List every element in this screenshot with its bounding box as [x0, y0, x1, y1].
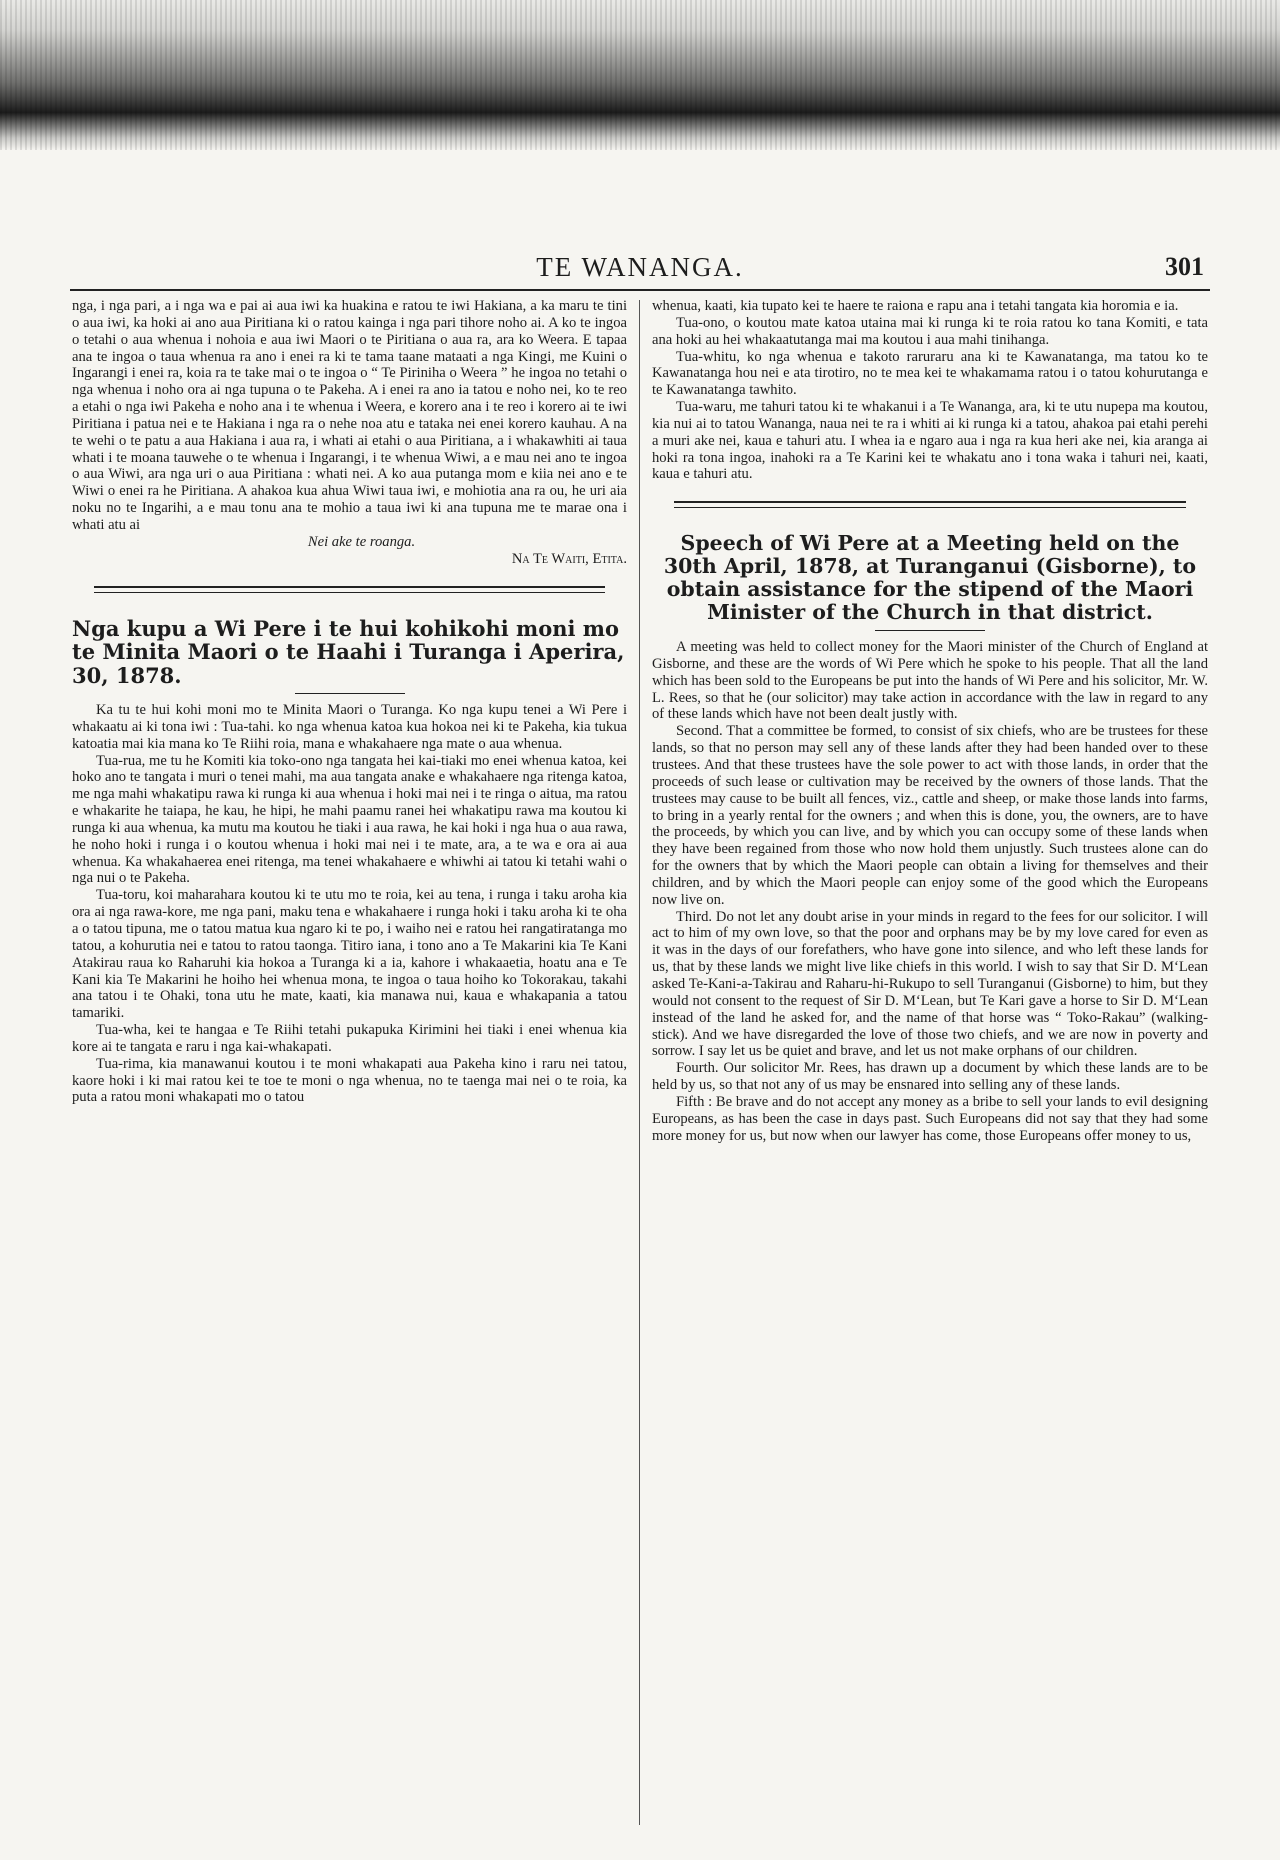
- article-paragraph: Tua-whitu, ko nga whenua e takoto raruraru ana ki te Kawanatanga, ma tatou ko te Kawanatanga hou nei e ata tirotiro, no te mea kei te whakamama ratou i o tatou kohurutanga e te Kawanatanga tawhito.: [652, 348, 1208, 399]
- article-paragraph: Fourth. Our solicitor Mr. Rees, has drawn up a document by which these lands are to be held by us, so that not any of us may be ensnared into selling any of these lands.: [652, 1060, 1208, 1094]
- article-paragraph: Ka tu te hui kohi moni mo te Minita Maori o Turanga. Ko nga kupu tenei a Wi Pere i whakaatu ai ki tona iwi : Tua-tahi. ko nga whenua katoa kua hokoa nei ki te Pakeha, kia tukua katoatia mai kia mana ko Te Riihi roia, mana e whakahaere nga mate o aua whenua.: [72, 702, 627, 752]
- scanned-page-top-edge: [0, 0, 1280, 150]
- left-column: [72, 298, 627, 1828]
- header-rule: [70, 289, 1210, 291]
- heading-rule: [875, 630, 985, 631]
- right-column: [652, 298, 1208, 1828]
- page-header: [70, 252, 1210, 292]
- signature-motto: Nei ake te roanga.: [307, 533, 416, 550]
- article-divider: [94, 586, 605, 593]
- article-paragraph: Third. Do not let any doubt arise in your minds in regard to the fees for our solicitor. I will act to him of my own love, so that the poor and orphans may be by my love cared for even as it was in the days of our forefathers, who have gone into silence, and who left these lands for us, that by these lands we might live like chiefs in this world. I wish to say that Sir D. M‘Lean asked Te-Kani-a-Takirau and Raharu-hi-Rukupo to sell Turanganui (Gisborne) to him, but they would not consent to the request of Sir D. M‘Lean, but Te Kari gave a horse to Sir D. M‘Lean instead of the land he asked for, and the name of that horse was “ Toko-Rakau” (walking-stick). And we have disregarded the love of those two chiefs, and we are now in poverty and sorrow. I say let us be quiet and brave, and let us not make orphans of our children.: [652, 908, 1208, 1060]
- continued-paragraph: nga, i nga pari, a i nga wa e pai ai aua iwi ka huakina e ratou te iwi Hakiana, a ka maru te tini o aua iwi, ka hoki ai ano aua Piritiana ki o ratou kainga i nga pari tihore noho ai. A ko te ingoa o tetahi o aua whenua i nohoia e aua iwi Maori o te Piritiana o aua ra, ara ko Weera. E tapaa ana te ingoa o taua whenua ra ano i enei ra ki te tama taane mataati a nga Kingi, me Kuini o Ingarangi i enei ra, koia ra te take mai o te ingoa o “ Te Piriniha o Weera ” he ingoa no tetahi o nga whenua i noho ora ai nga tupuna o te Pakeha. A i enei ra ano ia tatou e noho nei, ko te reo a etahi o nga iwi Pakeha e noho ana i te whenua i Weera, e korero ana i te reo i korero ai te iwi Piritiana i patua nei e te Hakiana i nga ra o nehe noa atu e tataka nei enei korero kauhau. A na te wehi o te patu a aua Hakiana i aua ra, i whati ai etahi o aua Piritiana, a i whakawhiti ai taua whati i te moana tauwehe o te whenua i Ingarangi, i te whenua Wiwi, a e mau nei ano te ingoa o aua Wiwi, ara nga uri o aua Piritiana : whati nei. A ko aua putanga mom e kiia nei ano e te Wiwi o enei ra he Piritiana. A ahakoa kua ahua Wiwi taua iwi, e mohiotia ana ra ou, he uri aia noku no te Ingarihi, a e mau tonu ana te mohio a taua iwi ki ana tupuna me te marae ona i whati atu ai: [72, 298, 627, 533]
- article-paragraph: Tua-waru, me tahuri tatou ki te whakanui i a Te Wananga, ara, ki te utu nupepa ma koutou, kia nui ai to tatou Wananga, naua nei te ra i whiti ai ki runga ki a tatou, ahakoa pai etahi perehi a muri ake nei, kaua e tahuri atu. I whea ia e ngaro aua i nga ra kua heri ake nei, kia aranga ai hoki ra tona ingoa, inahoki ra a Te Karini kei te whakatu ano i tona waka i tahuri nei, kaati, kaua e tahuri atu.: [652, 399, 1208, 483]
- article-paragraph: A meeting was held to collect money for the Maori minister of the Church of England at Gisborne, and these are the words of Wi Pere which he spoke to his people. That all the land which has been sold to the Europeans be put into the hands of Wi Pere and his solicitor, Mr. W. L. Rees, so that he (our solicitor) may take action in accordance with the law in regard to any of these lands which have not been dealt justly with.: [652, 639, 1208, 723]
- article-paragraph: Tua-toru, koi maharahara koutou ki te utu mo te roia, kei au tena, i runga i taku aroha kia ora ai nga rawa-kore, me nga pani, maku tena e whakahaere i runga hoki i taku aroha ki te oha a o tatou tipuna, me o tatou matua kua ngaro ki te po, i waiho nei e ratou hei rangatiratanga mo tatou, a kohurutia nei e tatou to ratou taonga. Titiro iana, i tono ano a Te Makarini kia Te Kani Atakirau raua ko Raharuhi kia hokoa a Turanga ki a ia, kahore i whakaaetia, hoatu ana e Te Kani kia Te Makarini he hoiho hei whenua mona, te ingoa o taua hoiho ko Tokorakau, takahi ana tatou i te Ohaki, tona utu he mate, kaati, kia manawa nui, kaua e whakapania a tatou tamariki.: [72, 887, 627, 1022]
- column-divider: [639, 300, 640, 1825]
- article-paragraph: Tua-ono, o koutou mate katoa utaina mai ki runga ki te roia ratou ko tana Komiti, e tata ana hoki au hei whakaatutanga mai ma koutou i aua mahi tinihanga.: [652, 314, 1208, 348]
- article-paragraph: Tua-wha, kei te hangaa e Te Riihi tetahi pukapuka Kirimini hei tiaki i enei whenua kia kore ai te tangata e raru i nga kai-whakapati.: [72, 1022, 627, 1055]
- continued-paragraph: whenua, kaati, kia tupato kei te haere te raiona e rapu ana i tetahi tangata kia horomia e ia.: [652, 298, 1179, 314]
- article-paragraph: Second. That a committee be formed, to consist of six chiefs, who are be trustees for these lands, so that no person may sell any of these lands after they had been handed over to these trustees. And that these trustees have the sole power to act with those lands, in order that the proceeds of such lease or cultivation may be received by the owners of those lands. That the trustees may cause to be built all fences, viz., cattle and sheep, or make those lands into farms, to bring in a yearly rental for the owners ; and when this is done, you, the owners, are to have the proceeds, by which you can live, and by which you can occupy some of these lands when they have been regained from those who now hold them unjustly. Such trustees alone can do for the owners that by which the Maori people can obtain a living for themselves and their children, and by which the Maori people can enjoy some of the good which the Europeans now live on.: [652, 723, 1208, 908]
- page-title: TE WANANGA.: [536, 252, 744, 282]
- article-paragraph: Fifth : Be brave and do not accept any money as a bribe to sell your lands to evil designing Europeans, as has been the case in days past. Such Europeans did not say that they had some more money for us, but now when our lawyer has come, those Europeans offer money to us,: [652, 1093, 1208, 1144]
- maori-article-heading: Nga kupu a Wi Pere i te hui kohikohi moni mo te Minita Maori o te Haahi i Turanga i Aperira, 30, 1878.: [72, 615, 625, 688]
- article-divider: [674, 501, 1186, 508]
- english-article-heading: Speech of Wi Pere at a Meeting held on the 30th April, 1878, at Turanganui (Gisborne), to obtain assistance for the stipend of the Maori Minister of the Church in that district.: [663, 531, 1197, 625]
- editor-signature: Na Te Waiti, Etita.: [511, 550, 627, 567]
- article-paragraph: Tua-rima, kia manawanui koutou i te moni whakapati aua Pakeha kino i raru nei tatou, kaore hoki i ki mai ratou kei te toe te moni o nga whenua, no te taenga mai nei o te roia, ka puta a ratou moni whakapati mo o tatou: [72, 1055, 627, 1106]
- page-number: 301: [1165, 252, 1204, 281]
- heading-rule: [295, 693, 405, 694]
- article-paragraph: Tua-rua, me tu he Komiti kia toko-ono nga tangata hei kai-tiaki mo enei whenua katoa, kei hoko ano te tangata i muri o tenei mahi, ma aua tangata anake e whakahaere nga ritenga katoa, me nga mahi whakatipu rawa ki runga ki aua whenua i hoki mai nei i te ringa o aitua, ma ratou e whakarite he taiapa, he kau, he hipi, he mahi paamu ranei hei whakatipu rawa ma koutou ki runga ki aua whenua, ka mutu ma koutou he tiaki i aua rawa, he kai hoki i nga hua o aua rawa, he noho hoki i runga i o koutou whenua i hoki mai nei i te mate, ara, a te wa e ora ai aua whenua. Ka whakahaerea enei ritenga, ma tenei whakahaere e whiwhi ai tatou ki tetahi wahi o nga nui o te Pakeha.: [72, 752, 627, 887]
